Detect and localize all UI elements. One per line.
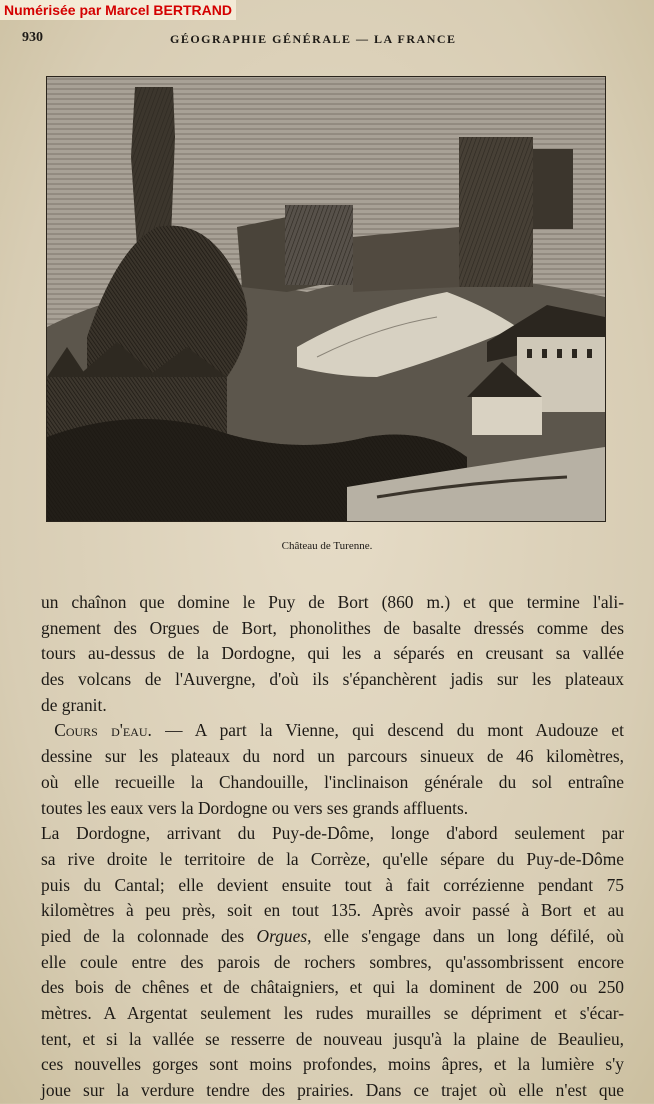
body-text xyxy=(41,590,624,1104)
figure-caption: Château de Turenne. xyxy=(281,540,373,552)
section-heading-cours-d-eau: Cours d'eau. xyxy=(54,720,152,741)
text-line: dessine sur les plateaux du nord un parcours sinueux de 46 kilomètres, xyxy=(41,746,624,767)
text-line: elle coule entre des parois de rochers sombres, qu'assombrissent encore xyxy=(41,951,624,972)
text-fragment: — A part la Vienne, qui descend du mont Audouze et xyxy=(151,720,624,741)
page-number: 930 xyxy=(22,30,43,45)
text-line: des bois de chênes et de châtaigniers, et qui la dominent de 200 ou 250 xyxy=(41,977,624,998)
text-line: La Dordogne, arrivant du Puy-de-Dôme, longe d'abord seulement par xyxy=(41,823,624,844)
text-line: de granit. xyxy=(41,694,107,715)
text-line: ces nouvelles gorges sont moins profondes, moins âpres, et la lumière s'y xyxy=(41,1054,624,1075)
engraving-chateau-de-turenne xyxy=(46,76,606,522)
text-fragment: pied de la colonnade des xyxy=(41,925,257,946)
text-line: où elle recueille la Chandouille, l'inclinaison générale du sol entraîne xyxy=(41,771,624,792)
text-line: puis du Cantal; elle devient ensuite tout à fait corrézienne pendant 75 xyxy=(41,874,624,895)
running-head: GÉOGRAPHIE GÉNÉRALE — LA FRANCE xyxy=(170,32,457,46)
text-line: tent, et si la vallée se resserre de nouveau jusqu'à la plaine de Beaulieu, xyxy=(41,1028,624,1049)
text-line: un chaînon que domine le Puy de Bort (860 m.) et que termine l'ali- xyxy=(41,592,624,612)
text-fragment: , elle s'engage dans un long défilé, où xyxy=(307,925,624,946)
text-line: joue sur la verdure tendre des prairies. Dans ce trajet où elle n'est que xyxy=(41,1080,624,1101)
orgues-italic: Orgues xyxy=(256,925,308,946)
text-line: des volcans de l'Auvergne, d'où ils s'épanchèrent jadis sur les plateaux xyxy=(41,669,624,690)
section-first-line xyxy=(41,718,624,744)
text-line: gnement des Orgues de Bort, phonolithes de basalte dressés comme des xyxy=(41,617,624,638)
text-line: toutes les eaux vers la Dordogne ou vers ses grands affluents. xyxy=(41,797,469,818)
digitization-watermark: Numérisée par Marcel BERTRAND xyxy=(0,0,236,20)
text-line: sa rive droite le territoire de la Corrèze, qu'elle sépare du Puy-de-Dôme xyxy=(41,848,624,869)
text-line: tours au-dessus de la Dordogne, qui les a séparés en creusant sa vallée xyxy=(41,643,624,664)
text-line: mètres. A Argentat seulement les rudes murailles se dépriment et s'écar- xyxy=(41,1003,624,1023)
text-line: kilomètres à peu près, soit en tout 135. Après avoir passé à Bort et au xyxy=(41,900,624,921)
text-line-orgues xyxy=(41,924,624,950)
engraving-illustration xyxy=(47,77,605,521)
